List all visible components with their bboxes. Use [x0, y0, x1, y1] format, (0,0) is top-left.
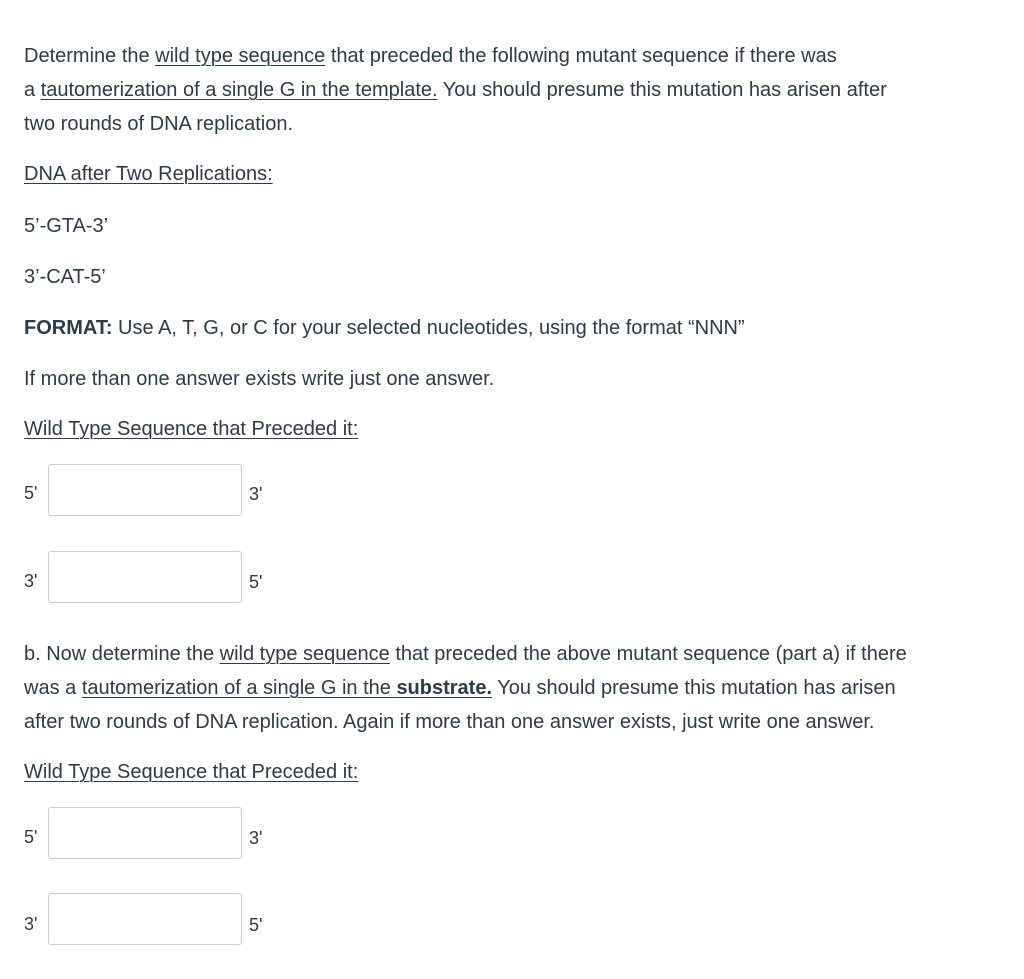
row2-right-label: 5' [249, 915, 263, 935]
row2-right-label: 5' [249, 572, 263, 592]
part-b-line-1 [24, 637, 907, 671]
intro-text: a [24, 79, 41, 101]
intro-line-3 [24, 107, 293, 141]
part-a-answer-top[interactable] [48, 464, 242, 516]
wild-type-heading-b: Wild Type Sequence that Preceded it: [24, 761, 359, 783]
part-b-text: that preceded the above mutant sequence (part a) if there [389, 643, 907, 665]
part-b-answer-top[interactable] [48, 807, 242, 859]
tautomerization-term: tautomerization of a single G in the template. [40, 79, 438, 101]
wild-type-term: wild type sequence [155, 45, 326, 67]
format-text: Use A, T, G, or C for your selected nucleotides, using the format “NNN” [112, 317, 745, 339]
row2-left-label: 3' [24, 914, 38, 934]
intro-text: You should presume this mutation has arisen after [437, 79, 887, 101]
part-b-answer-bottom[interactable] [48, 893, 242, 945]
dna-heading: DNA after Two Replications: [24, 163, 273, 185]
part-b-text: was a [24, 677, 82, 699]
wild-type-term: wild type sequence [219, 643, 390, 665]
wild-type-heading-a: Wild Type Sequence that Preceded it: [24, 418, 359, 440]
part-a-answer-bottom[interactable] [48, 551, 242, 603]
row1-left-label: 5' [24, 827, 38, 847]
intro-text: two rounds of DNA replication. [24, 113, 294, 135]
intro-text: Determine the [24, 45, 156, 67]
multi-answer-note: If more than one answer exists write just one answer. [24, 368, 495, 390]
strand-bottom: 3’-CAT-5’ [24, 266, 106, 288]
substrate-term: substrate. [396, 677, 493, 699]
format-label: FORMAT: [24, 317, 113, 339]
intro-line-2 [24, 73, 887, 107]
part-b-text: b. Now determine the [24, 643, 220, 665]
row1-right-label: 3' [249, 828, 263, 848]
part-b-line-2 [24, 671, 896, 705]
format-instructions [24, 311, 745, 345]
row2-left-label: 3' [24, 571, 38, 591]
row1-left-label: 5' [24, 483, 38, 503]
intro-line-1 [24, 39, 837, 73]
part-b-line-3: after two rounds of DNA replication. Again if more than one answer exists, just write one answer. [24, 711, 875, 733]
intro-text: that preceded the following mutant sequence if there was [325, 45, 837, 67]
row1-right-label: 3' [249, 484, 263, 504]
tautomerization-text: tautomerization of a single G in the [81, 677, 397, 699]
part-b-text: You should presume this mutation has arisen [492, 677, 896, 699]
strand-top: 5’-GTA-3’ [24, 215, 109, 237]
tautomerization-term [82, 677, 492, 699]
